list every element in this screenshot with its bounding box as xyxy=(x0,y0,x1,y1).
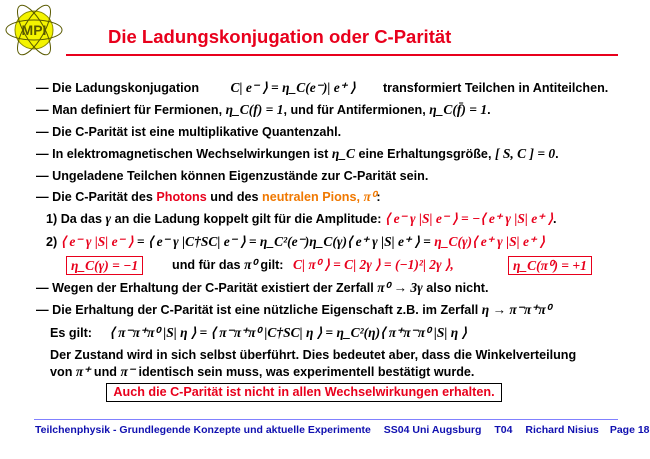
math-pi-plus: π⁺ xyxy=(75,364,91,379)
math-amplitude-left: ⟨ e⁻ γ |S| e⁻ ⟩ xyxy=(60,234,134,249)
item-text: identisch sein muss, was experimentell bestätigt wurde. xyxy=(138,365,475,379)
math-commutator: [ S, C ] = 0 xyxy=(494,146,556,161)
math-c-operator: C| e⁻ ⟩ = η_C(e⁻)| e⁺ ⟩ xyxy=(230,80,356,95)
math-amplitude-derivation: = ⟨ e⁻ γ |C†SC| e⁻ ⟩ = η_C²(e⁻)η_C(γ)⟨ e⁺ γ |S| e⁺ ⟩ = xyxy=(136,234,431,249)
math-eta-relation: ⟨ π⁻π⁺π⁰ |S| η ⟩ = ⟨ π⁻π⁺π⁰ |C†SC| η ⟩ = η_C²(η)⟨ π⁺π⁻π⁰ |S| η ⟩ xyxy=(109,325,467,340)
math-pi0-3gamma: π⁰ → 3γ xyxy=(377,280,423,295)
math-gamma: γ xyxy=(105,211,112,226)
bullet-punct: : xyxy=(376,190,381,204)
bullet-dash: — xyxy=(36,81,53,95)
bullet-punct: . xyxy=(487,103,491,117)
bullet-text: In elektromagnetischen Wechselwirkungen ist xyxy=(52,147,329,161)
item-photon-amplitude xyxy=(46,211,556,227)
item-text: Der Zustand wird in sich selbst überführt. Dies bedeutet aber, dass die Winkelverteilung xyxy=(50,348,577,362)
bullet-text: und des xyxy=(210,190,259,204)
footer-page: Page 18 xyxy=(609,424,650,436)
math-eta-antifermion: η_C(f̄) = 1 xyxy=(429,102,488,117)
result-box-photon: η_C(γ) = −1 xyxy=(66,256,143,275)
item-text: von xyxy=(50,365,73,379)
item-text: und für das xyxy=(172,258,241,272)
bullet-dash: — xyxy=(36,303,53,317)
item-eta-relation xyxy=(50,325,467,341)
bullet-text: eine Erhaltungsgröße, xyxy=(358,147,492,161)
item-identical-pions xyxy=(50,364,474,380)
item-text: 1) Da das xyxy=(46,212,102,226)
bullet-dash: — xyxy=(36,103,53,117)
bullet-fermion-definition xyxy=(36,102,491,118)
item-text: und xyxy=(93,365,117,379)
item-punct: . xyxy=(552,212,557,226)
item-text: Es gilt: xyxy=(50,326,92,340)
bullet-forbidden-decay xyxy=(36,280,488,296)
item-pion-parity xyxy=(172,257,454,273)
footer-topic: T04 xyxy=(494,424,513,436)
math-amplitude-relation: ⟨ e⁻ γ |S| e⁻ ⟩ = −⟨ e⁺ γ |S| e⁺ ⟩ xyxy=(384,211,553,226)
bullet-eigenstates xyxy=(36,168,428,184)
page-title: Die Ladungskonjugation oder C-Parität xyxy=(108,26,452,47)
bullet-text: Wegen der Erhaltung der C-Parität existiert der Zerfall xyxy=(52,281,374,295)
bullet-punct: . xyxy=(555,147,559,161)
bullet-text-end: transformiert Teilchen in Antiteilchen. xyxy=(382,81,609,95)
bullet-text: Die Erhaltung der C-Parität ist eine nützliche Eigenschaft z.B. im Zerfall xyxy=(52,303,479,317)
title-divider xyxy=(66,54,618,56)
conclusion-box: Auch die C-Parität ist nicht in allen Wechselwirkungen erhalten. xyxy=(106,383,502,402)
item-text: gilt: xyxy=(260,258,284,272)
bullet-dash: — xyxy=(36,190,53,204)
math-pi-minus: π⁻ xyxy=(120,364,135,379)
bullet-multiplicative xyxy=(36,124,341,140)
bullet-text: Ungeladene Teilchen können Eigenzustände zur C-Parität sein. xyxy=(52,169,429,183)
atom-logo-icon xyxy=(2,4,66,56)
math-pi0: π⁰ xyxy=(363,189,377,204)
logo-text: MPI xyxy=(21,22,47,38)
highlight-photons: Photons xyxy=(156,190,207,204)
bullet-text: Die C-Parität des xyxy=(52,190,153,204)
result-box-pion: η_C(π⁰) = +1 xyxy=(508,256,592,275)
bullet-charge-conjugation xyxy=(36,80,608,96)
math-eta-decay: η → π⁻π⁺π⁰ xyxy=(481,302,552,317)
bullet-dash: — xyxy=(36,147,53,161)
footer-course: Teilchenphysik - Grundlegende Konzepte und aktuelle Experimente xyxy=(35,424,371,436)
item-text: 2) xyxy=(46,235,58,249)
item-text: an die Ladung koppelt gilt für die Amplitude: xyxy=(114,212,382,226)
bullet-eta-decay xyxy=(36,302,551,318)
bullet-dash: — xyxy=(36,281,53,295)
math-eta-fermion: η_C(f) = 1 xyxy=(225,102,284,117)
bullet-text: , und für Antifermionen, xyxy=(283,103,426,117)
footer xyxy=(35,424,650,436)
footer-author: Richard Nisius xyxy=(525,424,599,436)
bullet-em-conservation xyxy=(36,146,559,162)
bullet-text: Man definiert für Fermionen, xyxy=(52,103,223,117)
highlight-neutral-pions: neutralen Pions, xyxy=(262,190,361,204)
bullet-dash: — xyxy=(36,125,53,139)
bullet-text: also nicht. xyxy=(426,281,489,295)
math-amplitude-right: η_C(γ)⟨ e⁺ γ |S| e⁺ ⟩ xyxy=(434,234,545,249)
item-photon-derivation xyxy=(46,234,545,250)
footer-semester: SS04 Uni Augsburg xyxy=(383,424,482,436)
bullet-dash: — xyxy=(36,169,53,183)
bullet-text: Die C-Parität ist eine multiplikative Quantenzahl. xyxy=(52,125,342,139)
footer-divider xyxy=(34,419,618,420)
bullet-photon-pion xyxy=(36,189,381,205)
math-eta-c: η_C xyxy=(331,146,355,161)
math-pion-c-action: C| π⁰ ⟩ = C| 2γ ⟩ = (−1)²| 2γ ⟩, xyxy=(292,257,454,272)
bullet-text: Die Ladungskonjugation xyxy=(52,81,200,95)
item-angular-distribution xyxy=(50,347,576,363)
math-pi0: π⁰ xyxy=(244,257,257,272)
mpi-logo xyxy=(2,4,66,56)
